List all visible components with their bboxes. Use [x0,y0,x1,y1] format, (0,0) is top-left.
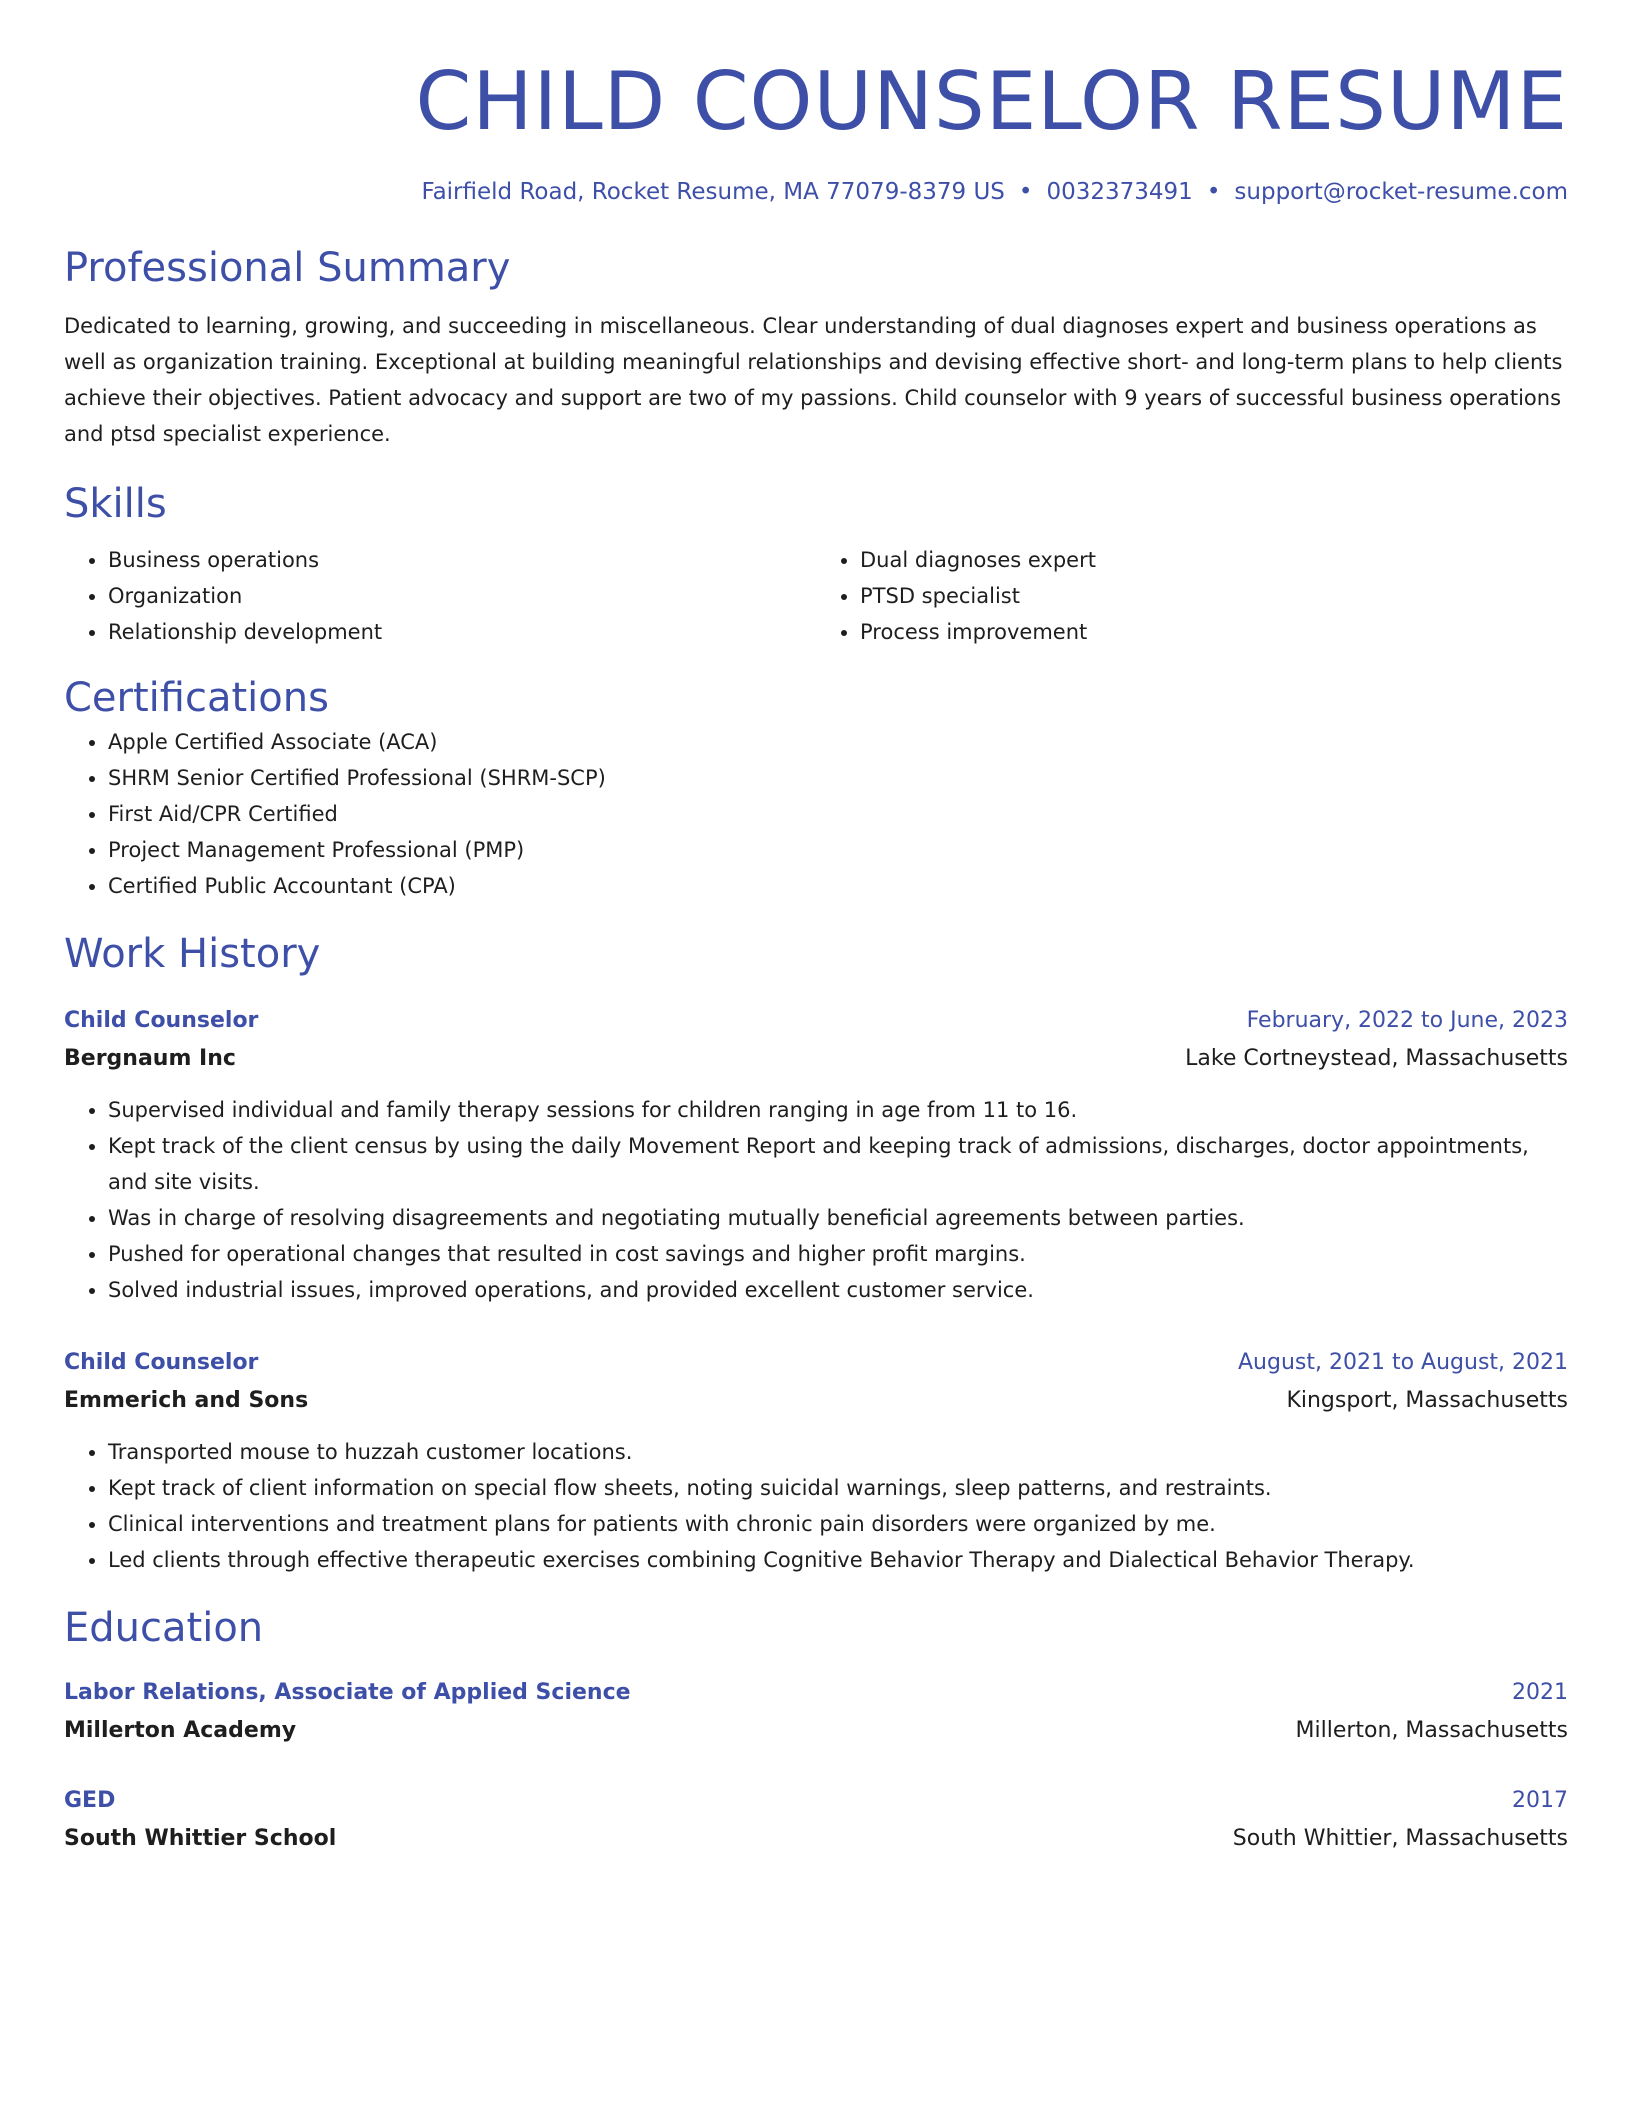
job-dates: February, 2022 to June, 2023 [1246,1008,1568,1033]
certification-item: • First Aid/CPR Certified [108,796,1568,832]
skills-column-left [64,542,816,650]
summary-heading: Professional Summary [64,245,511,291]
education-entry [64,1674,1568,1750]
skill-item: • Business operations [108,542,816,578]
education-school-row [64,1712,1568,1750]
job-location: Kingsport, Massachusetts [1286,1388,1568,1413]
job-entry [64,1002,1568,1308]
resume-header [64,52,1568,208]
skill-item: • Dual diagnoses expert [860,542,1568,578]
education-location: South Whittier, Massachusetts [1232,1826,1568,1851]
job-role: Child Counselor [64,1008,259,1033]
job-entry [64,1344,1568,1578]
job-duty: • Kept track of client information on special flow sheets, noting suicidal warnings, sleep patterns, and restraints. [108,1470,1568,1506]
job-duty: • Supervised individual and family therapy sessions for children ranging in age from 11 to 16. [108,1092,1568,1128]
job-duty: • Led clients through effective therapeutic exercises combining Cognitive Behavior Therapy and Dialectical Behavior Therapy. [108,1542,1568,1578]
contact-email: support@rocket-resume.com [1234,179,1568,205]
contact-separator: • [1206,179,1221,205]
job-role: Child Counselor [64,1350,259,1375]
education-school-row [64,1820,1568,1858]
skills-list [64,542,1568,650]
skills-heading: Skills [64,481,167,527]
job-duty: • Was in charge of resolving disagreements and negotiating mutually beneficial agreements between parties. [108,1200,1568,1236]
job-org-row [64,1040,1568,1078]
job-header [64,1344,1568,1382]
certifications-heading: Certifications [64,675,329,721]
skill-item: • PTSD specialist [860,578,1568,614]
contact-phone: 0032373491 [1046,179,1193,205]
job-company: Bergnaum Inc [64,1046,236,1071]
education-entry [64,1782,1568,1858]
skills-column-right [816,542,1568,650]
education-school: South Whittier School [64,1826,337,1851]
job-duties [64,1434,1568,1578]
job-company: Emmerich and Sons [64,1388,309,1413]
job-location: Lake Cortneystead, Massachusetts [1185,1046,1568,1071]
skill-item: • Organization [108,578,816,614]
education-degree: Labor Relations, Associate of Applied Science [64,1680,631,1705]
job-header [64,1002,1568,1040]
job-duties [64,1092,1568,1308]
job-duty: • Solved industrial issues, improved operations, and provided excellent customer service. [108,1272,1568,1308]
job-duty: • Kept track of the client census by using the daily Movement Report and keeping track of admissions, discharges, doctor appointments, and site visits. [108,1128,1568,1200]
job-duty: • Clinical interventions and treatment plans for patients with chronic pain disorders were organized by me. [108,1506,1568,1542]
certification-item: • Project Management Professional (PMP) [108,832,1568,868]
education-school: Millerton Academy [64,1718,297,1743]
contact-separator: • [1018,179,1033,205]
education-location: Millerton, Massachusetts [1295,1718,1568,1743]
job-duty: • Transported mouse to huzzah customer locations. [108,1434,1568,1470]
education-degree: GED [64,1788,116,1813]
contact-address: Fairfield Road, Rocket Resume, MA 77079-8379 US [421,179,1005,205]
certification-item: • SHRM Senior Certified Professional (SHRM-SCP) [108,760,1568,796]
job-dates: August, 2021 to August, 2021 [1238,1350,1568,1375]
certification-item: • Apple Certified Associate (ACA) [108,724,1568,760]
education-year: 2021 [1512,1680,1568,1705]
education-header [64,1782,1568,1820]
education-year: 2017 [1512,1788,1568,1813]
education-header [64,1674,1568,1712]
summary-text: Dedicated to learning, growing, and succeeding in miscellaneous. Clear understanding of dual diagnoses expert and business operations as well as organization training. Exceptional at building meaningful relationships and devising effective short- and long-term plans to help clients achieve their objectives. Patient advocacy and support are two of my passions. Child counselor with 9 years of successful business operations and ptsd specialist experience. [64,314,1563,446]
certification-item: • Certified Public Accountant (CPA) [108,868,1568,904]
work-history-heading: Work History [64,931,321,977]
job-org-row [64,1382,1568,1420]
skill-item: • Relationship development [108,614,816,650]
certifications-list [64,724,1568,904]
education-heading: Education [64,1605,264,1651]
contact-line [64,176,1568,208]
resume-title: CHILD COUNSELOR RESUME [415,55,1568,148]
job-duty: • Pushed for operational changes that resulted in cost savings and higher profit margins. [108,1236,1568,1272]
skill-item: • Process improvement [860,614,1568,650]
